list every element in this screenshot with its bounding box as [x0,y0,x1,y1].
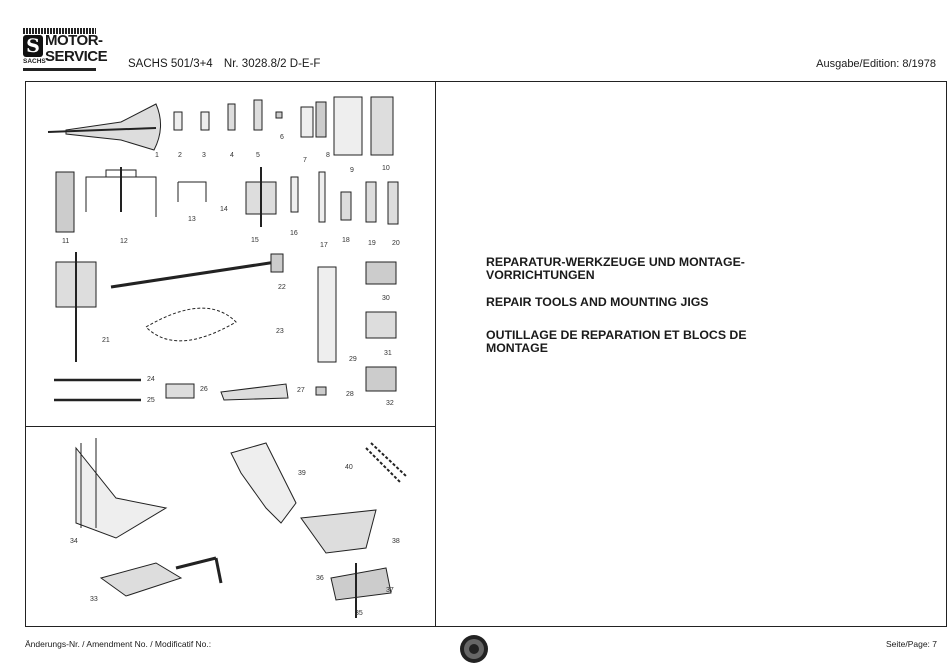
callout-10: 10 [382,165,390,172]
callout-40: 40 [345,464,353,471]
callout-25: 25 [147,397,155,404]
callout-30: 30 [382,295,390,302]
callout-36: 36 [316,575,324,582]
callout-20: 20 [392,240,400,247]
column-divider [435,81,436,627]
callout-14: 14 [220,206,228,213]
callout-3: 3 [202,152,206,159]
callout-29: 29 [349,356,357,363]
callout-13: 13 [188,216,196,223]
callout-21: 21 [102,337,110,344]
callout-35: 35 [355,610,363,617]
heading-french: OUTILLAGE DE REPARATION ET BLOCS DE MONTAGE [486,328,747,355]
callout-2: 2 [178,152,182,159]
logo-brand: SACHS [23,58,46,65]
callout-18: 18 [342,237,350,244]
callout-16: 16 [290,230,298,237]
callout-27: 27 [297,387,305,394]
callout-8: 8 [326,152,330,159]
callout-23: 23 [276,328,284,335]
callout-1: 1 [155,152,159,159]
logo-motor: MOTOR- [45,32,103,49]
callout-32: 32 [386,400,394,407]
callout-12: 12 [120,238,128,245]
callout-28: 28 [346,391,354,398]
callout-6: 6 [280,134,284,141]
callout-9: 9 [350,167,354,174]
logo-initial: S [23,35,43,57]
logo-underline [23,68,96,71]
callout-22: 22 [278,284,286,291]
callout-39: 39 [298,470,306,477]
callout-5: 5 [256,152,260,159]
callout-26: 26 [200,386,208,393]
heading-english: REPAIR TOOLS AND MOUNTING JIGS [486,295,709,309]
jigs-illustration [26,428,435,626]
callout-38: 38 [392,538,400,545]
callout-15: 15 [251,237,259,244]
emblem-icon [459,634,489,664]
callout-11: 11 [62,238,70,245]
edition-label: Ausgabe/Edition: 8/1978 [816,58,936,70]
callout-24: 24 [147,376,155,383]
heading-german: REPARATUR-WERKZEUGE UND MONTAGE-VORRICHTUNGEN [486,255,745,282]
model-label: SACHS 501/3+4 [128,58,213,70]
page-number: Seite/Page: 7 [885,639,937,649]
callout-37: 37 [386,587,394,594]
callout-4: 4 [230,152,234,159]
callout-17: 17 [320,242,328,249]
logo-service: SERVICE [45,48,108,65]
callout-33: 33 [90,596,98,603]
callout-7: 7 [303,157,307,164]
callout-31: 31 [384,350,392,357]
callout-34: 34 [70,538,78,545]
amendment-label: Änderungs-Nr. / Amendment No. / Modificatif No.: [25,639,212,649]
document-id [128,58,328,70]
doc-number: Nr. 3028.8/2 D-E-F [223,58,321,70]
sachs-logo-icon [23,28,108,73]
tools-illustration [26,82,435,426]
callout-19: 19 [368,240,376,247]
